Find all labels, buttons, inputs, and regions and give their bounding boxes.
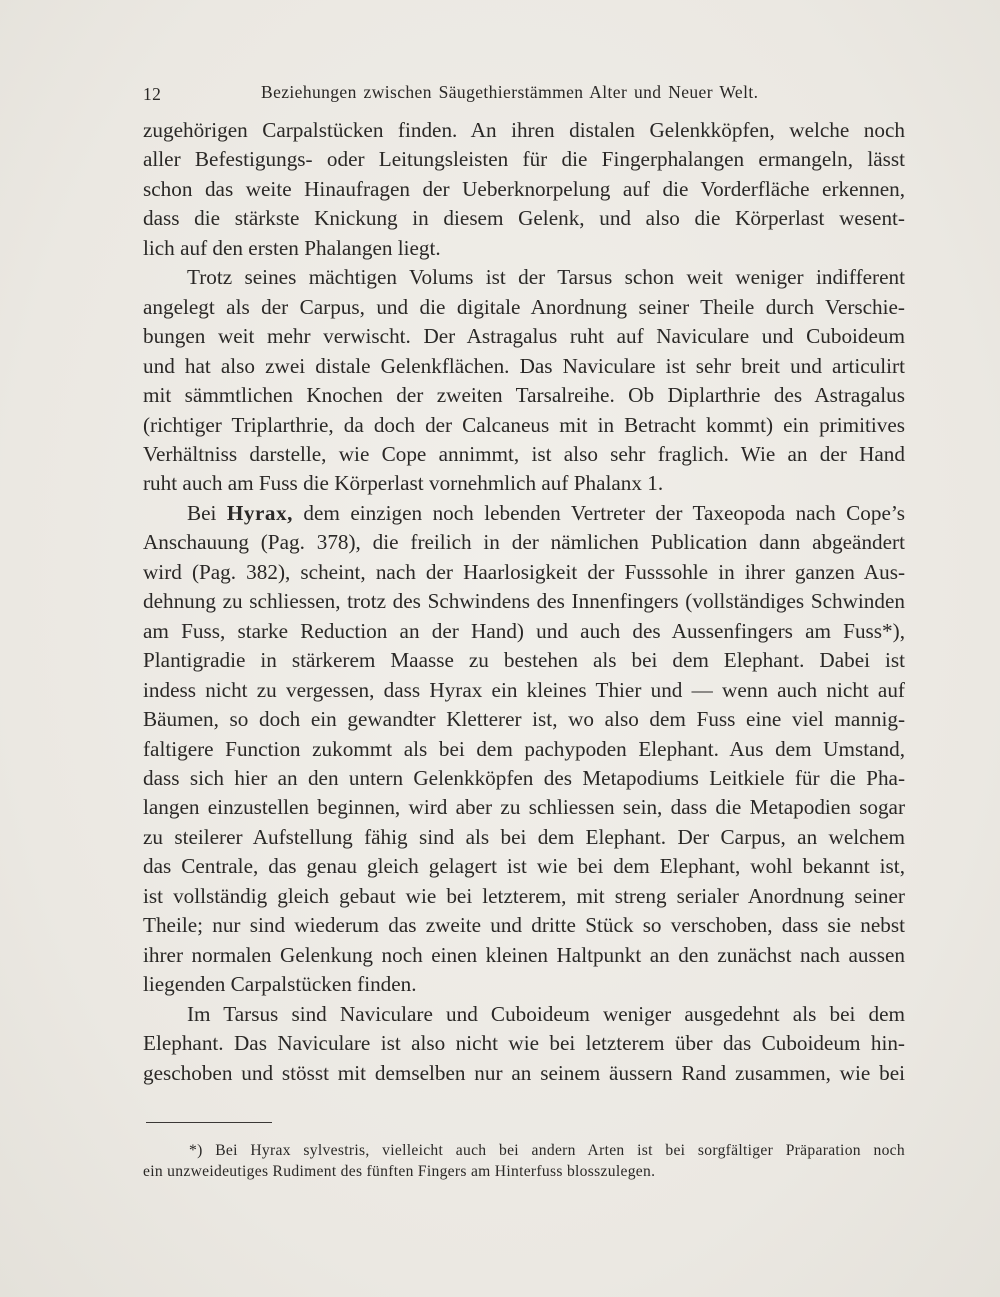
text-line: Verhältniss darstelle, wie Cope annimmt, ist also sehr fraglich. Wie an der Hand bbox=[143, 441, 905, 466]
text-line: wird (Pag. 382), scheint, nach der Haarlosigkeit der Fusssohle in ihrer ganzen Aus- bbox=[143, 559, 905, 584]
text-line: und hat also zwei distale Gelenkflächen. Das Naviculare ist sehr breit und articulirt bbox=[143, 353, 905, 378]
page-number: 12 bbox=[143, 84, 162, 104]
text-line: zugehörigen Carpalstücken finden. An ihren distalen Gelenkköpfen, welche noch bbox=[143, 118, 905, 142]
paragraph-2 bbox=[143, 263, 905, 499]
text-line: faltigere Function zukommt als bei dem pachypoden Elephant. Aus dem Umstand, bbox=[143, 736, 905, 761]
text-line: indess nicht zu vergessen, dass Hyrax ein kleines Thier und — wenn auch nicht auf bbox=[143, 677, 905, 702]
paragraph-1 bbox=[143, 116, 905, 263]
text-run: Bei bbox=[187, 500, 217, 525]
text-line bbox=[143, 499, 905, 528]
footnote bbox=[143, 1140, 905, 1182]
text-line: am Fuss, starke Reduction an der Hand) und auch des Aussenfingers am Fuss*), bbox=[143, 618, 905, 643]
text-line: Bäumen, so doch ein gewandter Kletterer ist, wo also dem Fuss eine viel mannig- bbox=[143, 707, 905, 732]
text-line: lich auf den ersten Phalangen liegt. bbox=[143, 235, 441, 260]
footnote-divider bbox=[146, 1122, 272, 1123]
body-text bbox=[143, 116, 905, 1088]
text-line: schon das weite Hinaufragen der Ueberknorpelung auf die Vorderfläche erkennen, bbox=[143, 176, 905, 201]
text-line: mit sämmtlichen Knochen der zweiten Tarsalreihe. Ob Diplarthrie des Astragalus bbox=[143, 383, 905, 408]
text-line: dass die stärkste Knickung in diesem Gelenk, und also die Körperlast wesent- bbox=[143, 206, 905, 231]
text-line: Elephant. Das Naviculare ist also nicht wie bei letzterem über das Cuboideum hin- bbox=[143, 1031, 905, 1056]
text-line: liegenden Carpalstücken finden. bbox=[143, 972, 417, 997]
text-line: geschoben und stösst mit demselben nur an seinem äussern Rand zusammen, wie bei bbox=[143, 1060, 905, 1085]
text-line: angelegt als der Carpus, und die digitale Anordnung seiner Theile durch Verschie- bbox=[143, 294, 905, 319]
text-line: bungen weit mehr verwischt. Der Astragalus ruht auf Naviculare und Cuboideum bbox=[143, 324, 905, 349]
text-line: (richtiger Triplarthrie, da doch der Calcaneus mit in Betracht kommt) ein primitives bbox=[143, 412, 905, 437]
text-line: ist vollständig gleich gebaut wie bei letzterem, mit streng serialer Anordnung seiner bbox=[143, 883, 905, 908]
text-line: Trotz seines mächtigen Volums ist der Tarsus schon weit weniger indifferent bbox=[187, 265, 905, 290]
text-line: ruht auch am Fuss die Körperlast vornehmlich auf Phalanx 1. bbox=[143, 471, 664, 496]
paragraph-3 bbox=[143, 499, 905, 1000]
paragraph-4 bbox=[143, 1000, 905, 1088]
bold-term: Hyrax, bbox=[226, 500, 293, 525]
footnote-line: ein unzweideutiges Rudiment des fünften Fingers am Hinterfuss blosszulegen. bbox=[143, 1163, 656, 1180]
text-line: zu steilerer Aufstellung fähig sind als bei dem Elephant. Der Carpus, an welchem bbox=[143, 824, 905, 849]
text-line: Plantigradie in stärkerem Maasse zu bestehen als bei dem Elephant. Dabei ist bbox=[143, 648, 905, 673]
running-title: Beziehungen zwischen Säugethierstämmen Alter und Neuer Welt. bbox=[261, 82, 759, 102]
text-line: das Centrale, das genau gleich gelagert ist wie bei dem Elephant, wohl bekannt ist, bbox=[143, 854, 905, 879]
text-line: aller Befestigungs- oder Leitungsleisten für die Fingerphalangen ermangeln, lässt bbox=[143, 147, 905, 172]
text-line: Im Tarsus sind Naviculare und Cuboideum weniger ausgedehnt als bei dem bbox=[187, 1001, 905, 1026]
text-run: dem einzigen noch lebenden Vertreter der Taxeopoda nach Cope’s bbox=[303, 500, 905, 525]
text-line: ihrer normalen Gelenkung noch einen kleinen Haltpunkt an den zunächst nach aussen bbox=[143, 942, 905, 967]
text-line: dass sich hier an den untern Gelenkköpfen des Metapodiums Leitkiele für die Pha- bbox=[143, 765, 905, 790]
page-header bbox=[143, 82, 903, 110]
text-line: dehnung zu schliessen, trotz des Schwindens des Innenfingers (vollständiges Schwinden bbox=[143, 589, 905, 614]
footnote-line: *) Bei Hyrax sylvestris, vielleicht auch bei andern Arten ist bei sorgfältiger Präparation noch bbox=[189, 1142, 905, 1159]
text-line: Theile; nur sind wiederum das zweite und dritte Stück so verschoben, dass sie nebst bbox=[143, 913, 905, 938]
text-line: Anschauung (Pag. 378), die freilich in der nämlichen Publication dann abgeändert bbox=[143, 530, 905, 555]
text-line: langen einzustellen beginnen, wird aber zu schliessen sein, dass die Metapodien sogar bbox=[143, 795, 905, 820]
